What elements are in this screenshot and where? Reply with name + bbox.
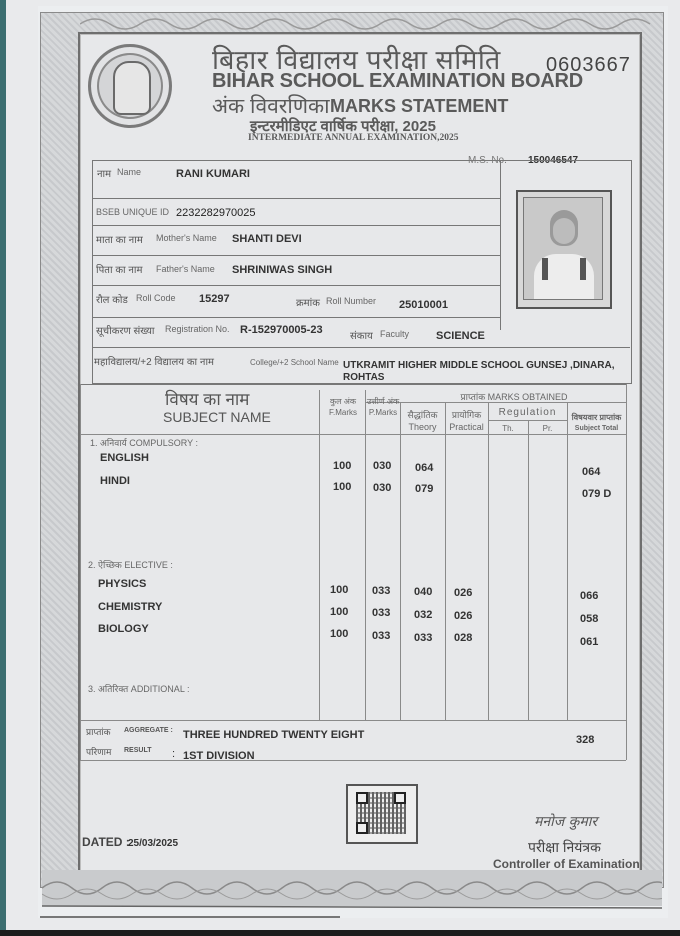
theory-header-hindi: सैद्धांतिक — [407, 410, 438, 420]
result-label-hindi: परिणाम — [86, 747, 112, 757]
col-divider — [445, 402, 446, 720]
full-marks-header-hindi: कुल अंक — [329, 397, 357, 406]
pass-marks-header-hindi: उत्तीर्ण अंक — [366, 397, 400, 406]
top-wave-ornament — [80, 14, 660, 34]
subject-total: 061 — [580, 636, 599, 648]
subject-total: 064 — [582, 466, 601, 478]
subject-name: PHYSICS — [98, 578, 147, 590]
full-marks: 100 — [330, 628, 349, 640]
row-divider — [80, 434, 626, 435]
pass-marks: 030 — [373, 460, 392, 472]
roll-code: 15297 — [199, 293, 230, 305]
roll-number: 25010001 — [399, 299, 448, 311]
pass-marks: 033 — [372, 607, 391, 619]
faculty-label-hindi: संकाय — [350, 331, 373, 342]
college-name-line2: ROHTAS — [343, 372, 385, 383]
student-photo — [516, 190, 612, 309]
pass-marks: 033 — [372, 585, 391, 597]
full-marks-header: F.Marks — [329, 408, 357, 417]
col-divider — [488, 402, 489, 720]
row-divider — [80, 760, 626, 761]
marks-obtained-header: प्राप्तांक MARKS OBTAINED — [460, 392, 568, 402]
full-marks: 100 — [330, 606, 349, 618]
father-label-hindi: पिता का नाम — [96, 265, 143, 276]
roll-number-label: Roll Number — [326, 296, 377, 306]
regulation-practical-header: Pr. — [542, 424, 553, 433]
registration-label-hindi: सूचीकरण संख्या — [96, 326, 155, 337]
board-seal-logo — [88, 44, 172, 128]
result-separator: : — [172, 748, 176, 760]
col-divider — [567, 402, 568, 720]
document-title-english: MARKS STATEMENT — [330, 96, 509, 116]
document-title-hindi: अंक विवरणिका — [212, 95, 330, 118]
subject-name: ENGLISH — [100, 452, 149, 464]
subject-name: HINDI — [100, 475, 130, 487]
subject-name: CHEMISTRY — [98, 601, 163, 613]
exam-name-hindi: इन्टरमीडिएट वार्षिक परीक्षा, 2025 — [250, 118, 436, 135]
pass-marks: 030 — [373, 482, 392, 494]
mother-name: SHANTI DEVI — [232, 233, 302, 245]
full-marks: 100 — [333, 481, 352, 493]
paper-edge-line — [40, 916, 340, 918]
practical-marks: 026 — [454, 587, 473, 599]
result-value: 1ST DIVISION — [183, 750, 255, 762]
roll-code-label: Roll Code — [136, 293, 176, 303]
qr-code — [346, 784, 418, 844]
aggregate-total: 328 — [576, 734, 595, 746]
practical-marks: 028 — [454, 632, 473, 644]
subject-total: 058 — [580, 613, 599, 625]
mother-label-hindi: माता का नाम — [96, 235, 143, 246]
result-label: RESULT — [124, 747, 152, 754]
theory-marks: 064 — [415, 462, 434, 474]
section-additional: 3. अतिरिक्त ADDITIONAL : — [88, 684, 190, 694]
subject-total: 066 — [580, 590, 599, 602]
name-label-hindi: नाम — [97, 169, 112, 180]
name-row — [92, 160, 500, 199]
row-divider — [488, 420, 568, 421]
scan-left-edge — [0, 0, 6, 936]
seal-figure — [113, 61, 151, 115]
father-name: SHRINIWAS SINGH — [232, 264, 333, 276]
faculty: SCIENCE — [436, 330, 485, 342]
col-divider — [365, 390, 366, 720]
subject-header: SUBJECT NAME — [163, 409, 271, 425]
section-elective: 2. ऐच्छिक ELECTIVE : — [88, 560, 173, 570]
mother-label: Mother's Name — [156, 233, 217, 243]
section-compulsory: 1. अनिवार्य COMPULSORY : — [90, 438, 198, 448]
table-border-left — [80, 384, 81, 760]
roll-number-label-hindi: क्रमांक — [296, 298, 320, 309]
practical-header-hindi: प्रायोगिक — [451, 410, 482, 420]
registration-label: Registration No. — [165, 324, 230, 334]
theory-marks: 032 — [414, 609, 433, 621]
regulation-header: Regulation — [498, 407, 557, 418]
name-label: Name — [117, 167, 142, 177]
col-divider — [400, 402, 401, 720]
roll-code-label-hindi: रौल कोड — [96, 295, 128, 306]
regulation-theory-header: Th. — [502, 424, 514, 433]
practical-marks: 026 — [454, 610, 473, 622]
controller-title: Controller of Examination — [493, 857, 640, 871]
unique-id-label: BSEB UNIQUE ID — [96, 207, 170, 217]
board-name-english: BIHAR SCHOOL EXAMINATION BOARD — [212, 70, 584, 92]
table-border-right — [626, 384, 627, 760]
college-label-hindi: महाविद्यालय/+2 विद्यालय का नाम — [94, 357, 215, 368]
theory-marks: 033 — [414, 632, 433, 644]
serial-number: 0603667 — [546, 54, 631, 76]
aggregate-label-hindi: प्राप्तांक — [86, 727, 111, 737]
student-name: RANI KUMARI — [176, 168, 250, 180]
issue-date: 25/03/2025 — [128, 838, 179, 849]
aggregate-label: AGGREGATE : — [124, 727, 173, 734]
aggregate-words: THREE HUNDRED TWENTY EIGHT — [183, 729, 365, 741]
full-marks: 100 — [330, 584, 349, 596]
faculty-label: Faculty — [380, 329, 410, 339]
dated-label: DATED : — [82, 835, 130, 849]
col-divider — [319, 390, 320, 720]
theory-header: Theory — [408, 422, 437, 432]
scan-bottom-edge — [0, 930, 680, 936]
father-label: Father's Name — [156, 264, 215, 274]
subject-name: BIOLOGY — [98, 623, 149, 635]
exam-name-english: INTERMEDIATE ANNUAL EXAMINATION,2025 — [248, 133, 459, 143]
unique-id: 2232282970025 — [176, 207, 256, 219]
controller-title-hindi: परीक्षा नियंत्रक — [528, 839, 601, 855]
subject-total: 079 D — [582, 488, 612, 500]
subject-header-hindi: विषय का नाम — [165, 390, 250, 409]
registration-number: R-152970005-23 — [240, 324, 323, 336]
subject-total-header-hindi: विषयवार प्राप्तांक — [571, 413, 622, 422]
ms-number-label: M.S. No. — [468, 155, 507, 166]
row-divider — [80, 720, 626, 721]
pass-marks: 033 — [372, 630, 391, 642]
board-name-hindi: बिहार विद्यालय परीक्षा समिति — [212, 45, 501, 75]
pass-marks-header: P.Marks — [368, 408, 398, 417]
theory-marks: 040 — [414, 586, 433, 598]
ms-number: 150046547 — [528, 155, 579, 166]
practical-header: Practical — [449, 422, 484, 432]
college-name-line1: UTKRAMIT HIGHER MIDDLE SCHOOL GUNSEJ ,DINARA, — [343, 360, 615, 371]
college-label: College/+2 School Name — [250, 358, 339, 367]
controller-signature: मनोज कुमार — [534, 814, 598, 830]
full-marks: 100 — [333, 460, 352, 472]
theory-marks: 079 — [415, 483, 434, 495]
bottom-wave-ornament — [42, 870, 662, 910]
subject-total-header: Subject Total — [574, 425, 619, 432]
col-divider — [528, 420, 529, 720]
